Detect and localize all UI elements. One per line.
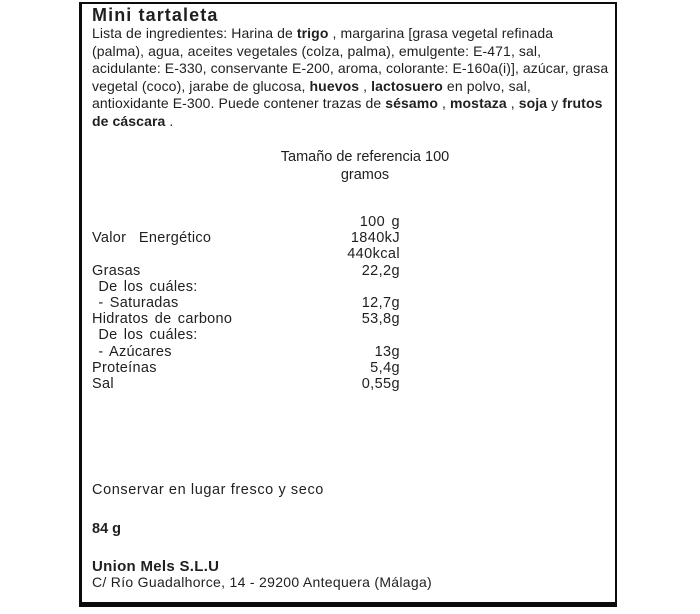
ingredient-segment: , margarina [grasa vegetal refinada [328, 25, 554, 41]
nutrition-row-label: - Azúcares [92, 343, 172, 360]
nutrition-row-value: 22,2g [361, 262, 400, 279]
nutrition-row-value: 1840kJ [350, 230, 400, 247]
ingredients-line [92, 25, 608, 43]
nutrition-row-label: Hidratos de carbono [92, 311, 233, 328]
nutrition-row [92, 263, 400, 279]
product-label-box [79, 2, 617, 607]
ingredient-segment: Lista de ingredientes: Harina de [92, 25, 297, 41]
serving-reference-line-1: Tamaño de referencia 100 [280, 149, 450, 165]
product-title: Mini tartaleta [92, 5, 219, 25]
nutrition-row-label: De los cuáles: [92, 278, 198, 295]
nutrition-row-value: 0,55g [361, 375, 400, 392]
ingredient-segment: , [359, 77, 372, 94]
ingredients-line [92, 95, 608, 113]
ingredient-segment: trigo [296, 25, 329, 41]
ingredient-segment: soja [518, 95, 548, 112]
nutrition-row [92, 360, 400, 376]
ingredient-segment: vegetal (coco), jarabe de glucosa, [92, 77, 310, 94]
ingredient-segment: acidulante: E-330, conservante E-200, aroma, colorante: E-160a(i)], azúcar, grasa [92, 60, 609, 77]
nutrition-row [92, 246, 400, 262]
ingredient-segment: huevos [309, 77, 360, 94]
ingredient-segment: en polvo, sal, [442, 77, 531, 94]
ingredient-segment: antioxidante E-300. Puede contener trazas de [92, 95, 386, 112]
nutrition-row [92, 295, 400, 311]
nutrition-column-header: 100 g [359, 214, 400, 230]
ingredient-segment: lactosuero [371, 77, 443, 94]
nutrition-row-value: 13g [374, 343, 400, 360]
ingredient-segment: frutos [562, 95, 603, 112]
ingredient-segment: (palma), agua, aceites vegetales (colza, palma), emulgente: E-471, sal, [92, 42, 542, 59]
nutrition-row-value: 53,8g [361, 311, 400, 328]
serving-reference-line-2: gramos [340, 167, 390, 183]
nutrition-row-label: Proteínas [92, 359, 157, 376]
nutrition-row-value: 440kcal [347, 246, 400, 263]
nutrition-row-label: Valor Energético [92, 230, 212, 247]
ingredient-segment: y [547, 95, 563, 112]
nutrition-row [92, 327, 400, 343]
nutrition-row-label: De los cuáles: [92, 327, 198, 344]
nutrition-column-header-row [92, 214, 400, 230]
ingredient-segment: sésamo [385, 95, 438, 112]
serving-reference [185, 148, 545, 184]
ingredients-line [92, 43, 608, 61]
nutrition-row [92, 344, 400, 360]
ingredient-segment: , [438, 95, 450, 112]
nutrition-row-value: 12,7g [361, 294, 400, 311]
ingredients-paragraph [92, 25, 608, 131]
ingredient-segment: mostaza [449, 95, 507, 112]
nutrition-row-label: - Saturadas [92, 294, 179, 311]
manufacturer-address: C/ Río Guadalhorce, 14 - 29200 Antequera (Málaga) [92, 574, 433, 590]
ingredient-segment: , [506, 95, 519, 112]
ingredients-line [92, 113, 608, 131]
net-weight: 84 g [92, 521, 122, 537]
nutrition-row [92, 230, 400, 246]
ingredients-line [92, 60, 608, 78]
nutrition-row [92, 279, 400, 295]
nutrition-row-label: Grasas [92, 262, 141, 279]
nutrition-row-label: Sal [92, 375, 114, 392]
nutrition-row [92, 311, 400, 327]
nutrition-row [92, 376, 400, 392]
ingredients-line [92, 78, 608, 96]
storage-note: Conservar en lugar fresco y seco [92, 482, 324, 498]
manufacturer-name: Union Mels S.L.U [92, 558, 220, 575]
nutrition-table [92, 214, 400, 392]
nutrition-row-value: 5,4g [370, 359, 400, 376]
ingredient-segment: . [165, 112, 174, 129]
ingredient-segment: de cáscara [92, 112, 166, 129]
